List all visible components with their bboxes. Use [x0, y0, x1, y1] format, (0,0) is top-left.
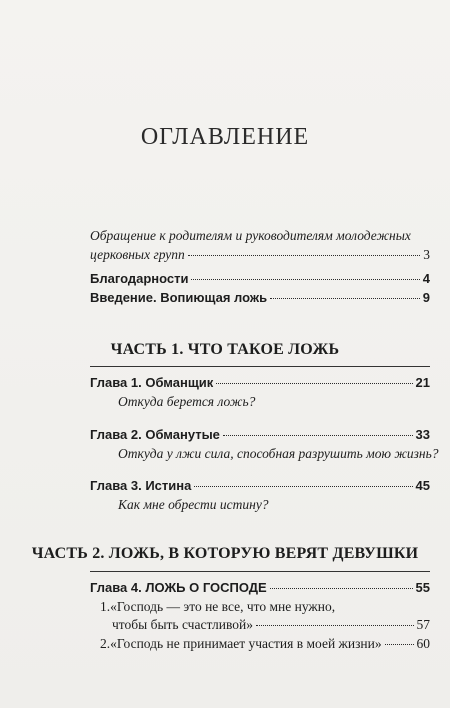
chapter-2 [90, 426, 430, 444]
chapter-label: Глава 4. ЛОЖЬ О ГОСПОДЕ [90, 580, 267, 595]
page-number: 55 [415, 580, 430, 595]
leader-dots [216, 383, 412, 384]
chapter-4 [90, 579, 430, 597]
chapter-4-item-2 [90, 635, 430, 653]
page-number: 57 [416, 617, 430, 632]
toc-entry-text: церковных групп [90, 247, 185, 262]
chapter-3-subtitle: Как мне обрести истину? [118, 497, 269, 512]
leader-dots [223, 435, 413, 436]
page-number: 45 [415, 478, 430, 493]
page-title: ОГЛАВЛЕНИЕ [140, 124, 310, 150]
chapter-4-item-1 [90, 616, 430, 634]
leader-dots [270, 588, 413, 589]
leader-dots [191, 279, 419, 280]
leader-dots [256, 625, 414, 626]
part-divider [90, 366, 430, 367]
leader-dots [270, 298, 420, 299]
part-heading-1: ЧАСТЬ 1. ЧТО ТАКОЕ ЛОЖЬ [110, 341, 340, 358]
chapter-label: Глава 1. Обманщик [90, 375, 214, 390]
toc-entry-introduction [90, 289, 430, 307]
part-divider [90, 571, 430, 572]
chapter-2-subtitle: Откуда у лжи сила, способная разрушить мою жизнь? [118, 446, 439, 461]
toc-entry-text: Введение. Вопиющая ложь [90, 290, 268, 305]
page-number: 60 [416, 636, 430, 651]
part-heading-2: ЧАСТЬ 2. ЛОЖЬ, В КОТОРУЮ ВЕРЯТ ДЕВУШКИ [31, 545, 419, 562]
leader-dots [194, 486, 412, 487]
chapter-1-subtitle: Откуда берется ложь? [118, 394, 256, 409]
toc-entry-acknowledgements [90, 270, 430, 288]
page-number: 21 [415, 375, 430, 390]
toc-entry-text: Благодарности [90, 271, 189, 286]
item-text: 2.«Господь не принимает участия в моей жизни» [100, 636, 382, 651]
page-number: 33 [415, 427, 430, 442]
page-number: 3 [423, 247, 430, 262]
item-text: чтобы быть счастливой» [112, 617, 253, 632]
toc-entry-appeal-line1: Обращение к родителям и руководителям молодежных [90, 228, 411, 243]
toc-entry-appeal [90, 246, 430, 264]
page-number: 4 [422, 271, 430, 286]
chapter-1 [90, 374, 430, 392]
leader-dots [385, 644, 414, 645]
chapter-label: Глава 3. Истина [90, 478, 192, 493]
leader-dots [188, 255, 420, 256]
chapter-4-item-1-line1: 1.«Господь — это не все, что мне нужно, [100, 599, 336, 614]
chapter-3 [90, 477, 430, 495]
chapter-label: Глава 2. Обманутые [90, 427, 220, 442]
page-number: 9 [422, 290, 430, 305]
